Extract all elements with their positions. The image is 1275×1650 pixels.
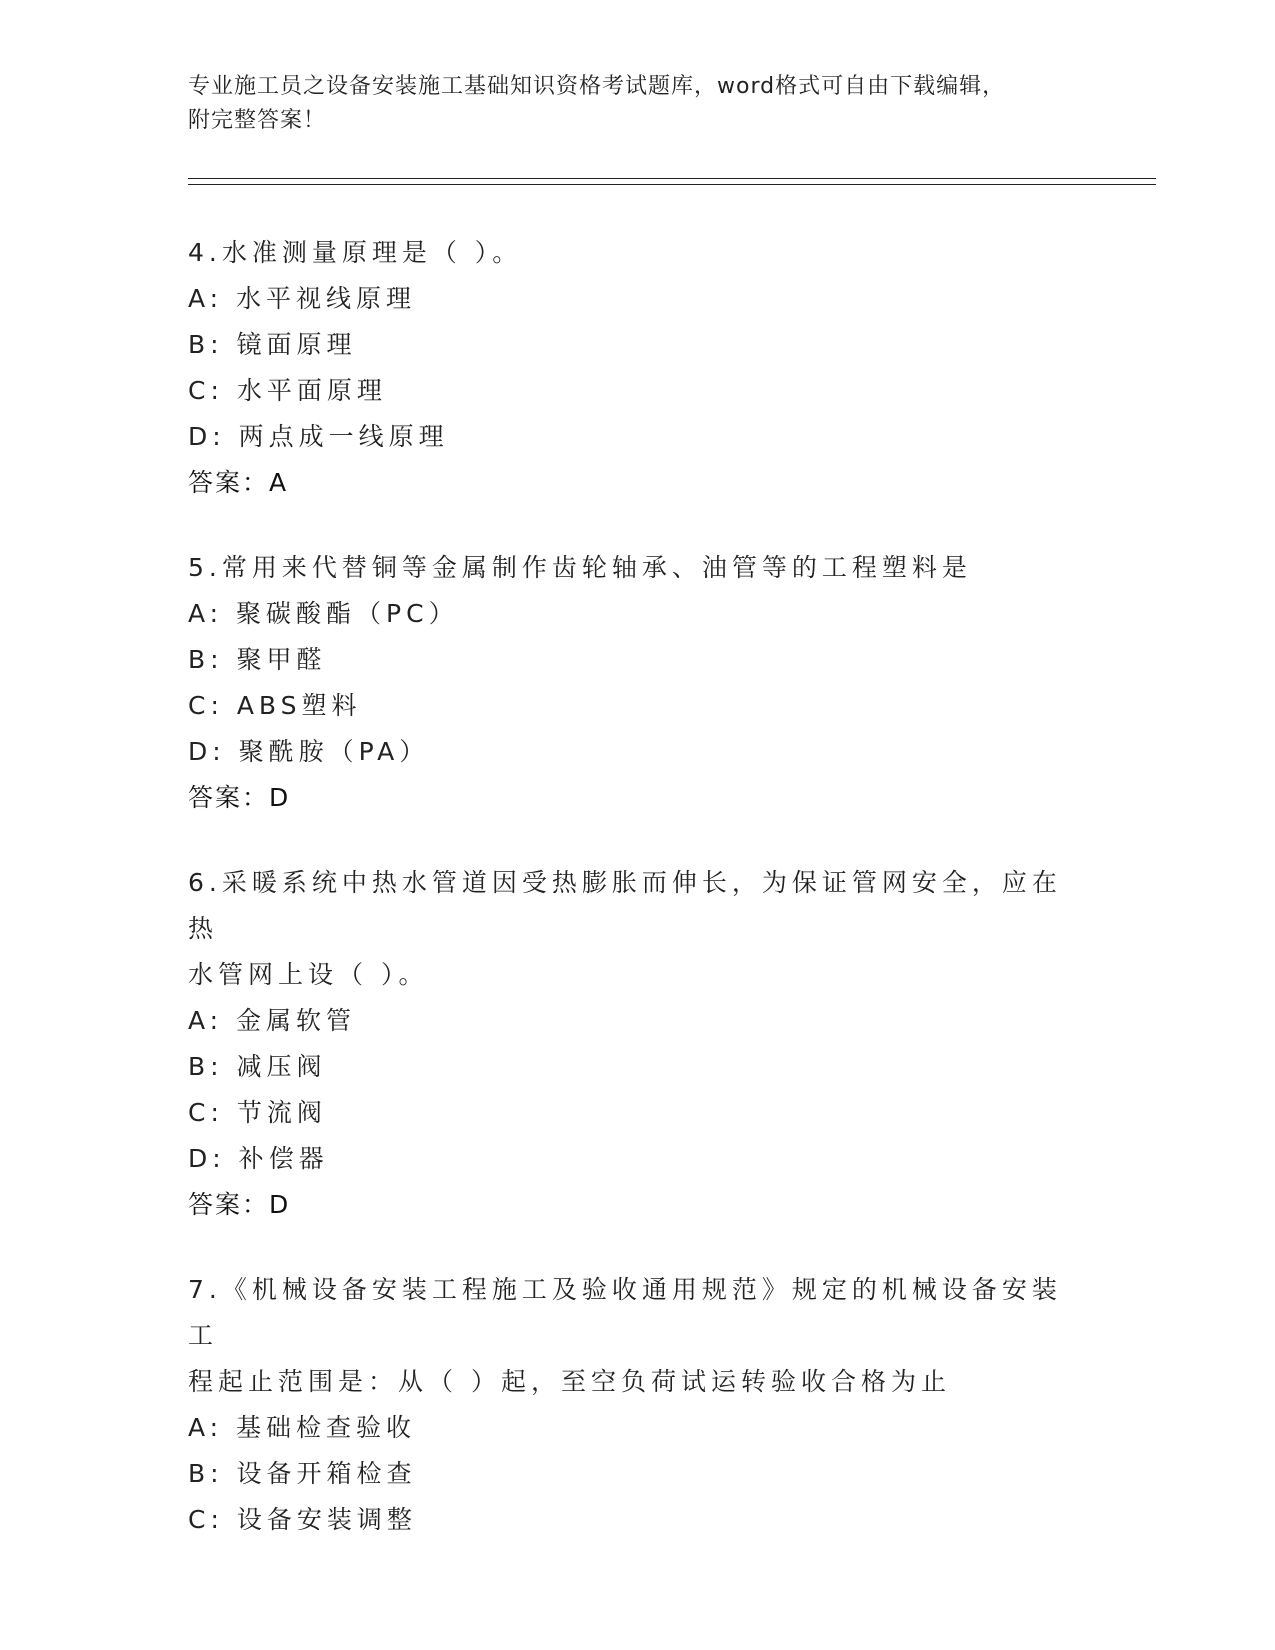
header-divider-bottom	[188, 184, 1156, 185]
option-a: A: 水平视线原理	[188, 284, 417, 313]
question-stem-line-1: 6.采暖系统中热水管道因受热膨胀而伸长，为保证管网安全，应在热	[188, 868, 1062, 943]
option-a: A: 聚碳酸酯（PC）	[188, 599, 459, 628]
option-b: B: 减压阀	[188, 1052, 327, 1081]
question-stem-line-1: 7.《机械设备安装工程施工及验收通用规范》规定的机械设备安装工	[188, 1275, 1062, 1350]
header-line-2: 附完整答案！	[188, 108, 327, 133]
option-c: C: 设备安装调整	[188, 1505, 417, 1534]
question-stem: 5.常用来代替铜等金属制作齿轮轴承、油管等的工程塑料是	[188, 553, 972, 582]
answer: 答案：A	[188, 468, 289, 497]
answer: 答案：D	[188, 1190, 291, 1219]
option-a: A: 金属软管	[188, 1006, 357, 1035]
question-7	[188, 1267, 1068, 1543]
document-header	[188, 70, 1148, 138]
option-d: D: 聚酰胺（PA）	[188, 737, 430, 766]
option-c: C: ABS塑料	[188, 691, 362, 720]
option-b: B: 设备开箱检查	[188, 1459, 417, 1488]
option-c: C: 节流阀	[188, 1098, 327, 1127]
question-stem-line-2: 程起止范围是：从（ ）起，至空负荷试运转验收合格为止	[188, 1367, 951, 1396]
question-4	[188, 230, 1068, 506]
header-divider-top	[188, 178, 1156, 179]
answer: 答案：D	[188, 783, 291, 812]
option-b: B: 聚甲醛	[188, 645, 327, 674]
option-d: D: 两点成一线原理	[188, 422, 449, 451]
option-d: D: 补偿器	[188, 1144, 329, 1173]
question-stem: 4.水准测量原理是（ ）。	[188, 238, 523, 267]
question-stem-line-2: 水管网上设（ ）。	[188, 960, 429, 989]
question-5	[188, 545, 1068, 821]
header-line-1: 专业施工员之设备安装施工基础知识资格考试题库，word格式可自由下载编辑，	[188, 74, 1006, 99]
question-6	[188, 860, 1068, 1228]
option-c: C: 水平面原理	[188, 376, 387, 405]
question-list	[188, 230, 1068, 1582]
option-b: B: 镜面原理	[188, 330, 357, 359]
option-a: A: 基础检查验收	[188, 1413, 417, 1442]
